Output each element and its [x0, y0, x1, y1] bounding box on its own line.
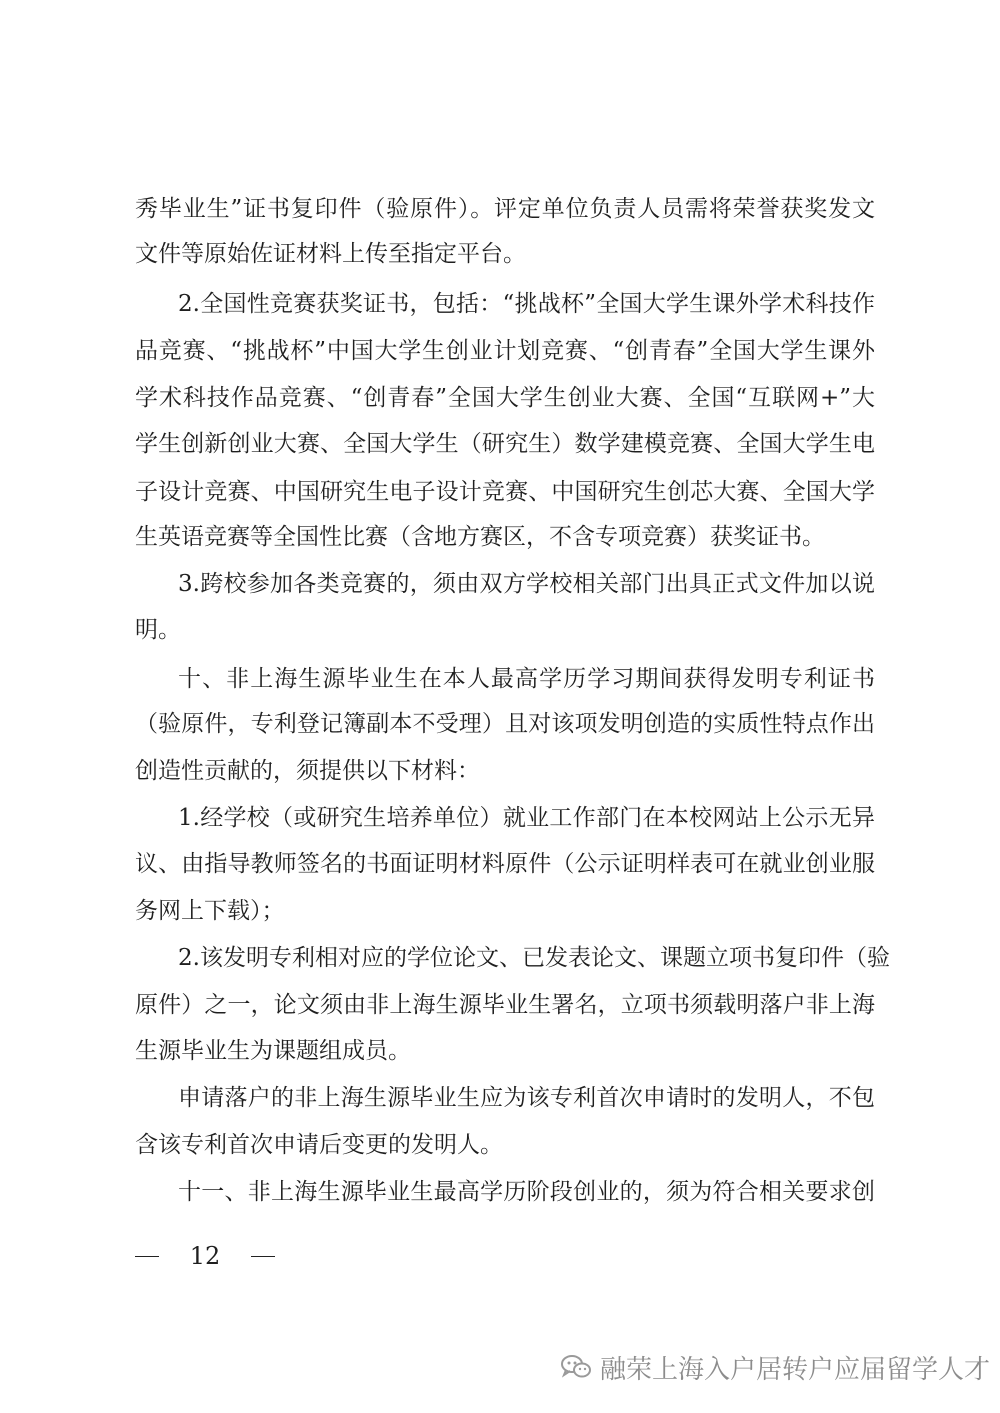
text-line: 原件）之一，论文须由非上海生源毕业生署名，立项书须载明落户非上海 [135, 992, 875, 1018]
watermark-text: 融荣上海入户居转户应届留学人才 [600, 1354, 991, 1385]
page-number: 12 [189, 1242, 221, 1270]
text-line: 十、非上海生源毕业生在本人最高学历学习期间获得发明专利证书 [178, 666, 875, 692]
text-line: 3.跨校参加各类竞赛的，须由双方学校相关部门出具正式文件加以说 [178, 571, 875, 597]
text-line: （验原件，专利登记簿副本不受理）且对该项发明创造的实质性特点作出 [135, 711, 875, 737]
footer-dash [251, 1256, 275, 1257]
wechat-watermark [560, 1347, 990, 1387]
text-line: 含该专利首次申请后变更的发明人。 [135, 1132, 503, 1158]
text-line: 2.全国性竞赛获奖证书，包括：“挑战杯”全国大学生课外学术科技作 [178, 291, 875, 317]
text-line: 创造性贡献的，须提供以下材料： [135, 758, 480, 784]
text-line: 文件等原始佐证材料上传至指定平台。 [135, 241, 526, 267]
text-line: 明。 [135, 617, 181, 643]
text-line: 2.该发明专利相对应的学位论文、已发表论文、课题立项书复印件（验 [178, 945, 890, 971]
text-line: 学生创新创业大赛、全国大学生（研究生）数学建模竞赛、全国大学生电 [135, 431, 875, 457]
text-line: 学术科技作品竞赛、“创青春”全国大学生创业大赛、全国“互联网+”大 [135, 385, 875, 411]
footer-dash [135, 1256, 159, 1257]
wechat-icon [560, 1353, 592, 1381]
text-line: 品竞赛、“挑战杯”中国大学生创业计划竞赛、“创青春”全国大学生课外 [135, 338, 875, 364]
text-line: 子设计竞赛、中国研究生电子设计竞赛、中国研究生创芯大赛、全国大学 [135, 479, 875, 505]
text-line: 1.经学校（或研究生培养单位）就业工作部门在本校网站上公示无异 [178, 805, 875, 831]
text-line: 生英语竞赛等全国性比赛（含地方赛区，不含专项竞赛）获奖证书。 [135, 524, 825, 550]
text-line: 议、由指导教师签名的书面证明材料原件（公示证明样表可在就业创业服 [135, 851, 875, 877]
text-line: 申请落户的非上海生源毕业生应为该专利首次申请时的发明人，不包 [178, 1085, 875, 1111]
text-line: 十一、非上海生源毕业生最高学历阶段创业的，须为符合相关要求创 [178, 1179, 875, 1205]
text-line: 生源毕业生为课题组成员。 [135, 1038, 411, 1064]
page-footer [135, 1240, 275, 1272]
text-line: 务网上下载）； [135, 898, 285, 924]
text-line: 秀毕业生”证书复印件（验原件）。评定单位负责人员需将荣誉获奖发文 [135, 196, 875, 222]
